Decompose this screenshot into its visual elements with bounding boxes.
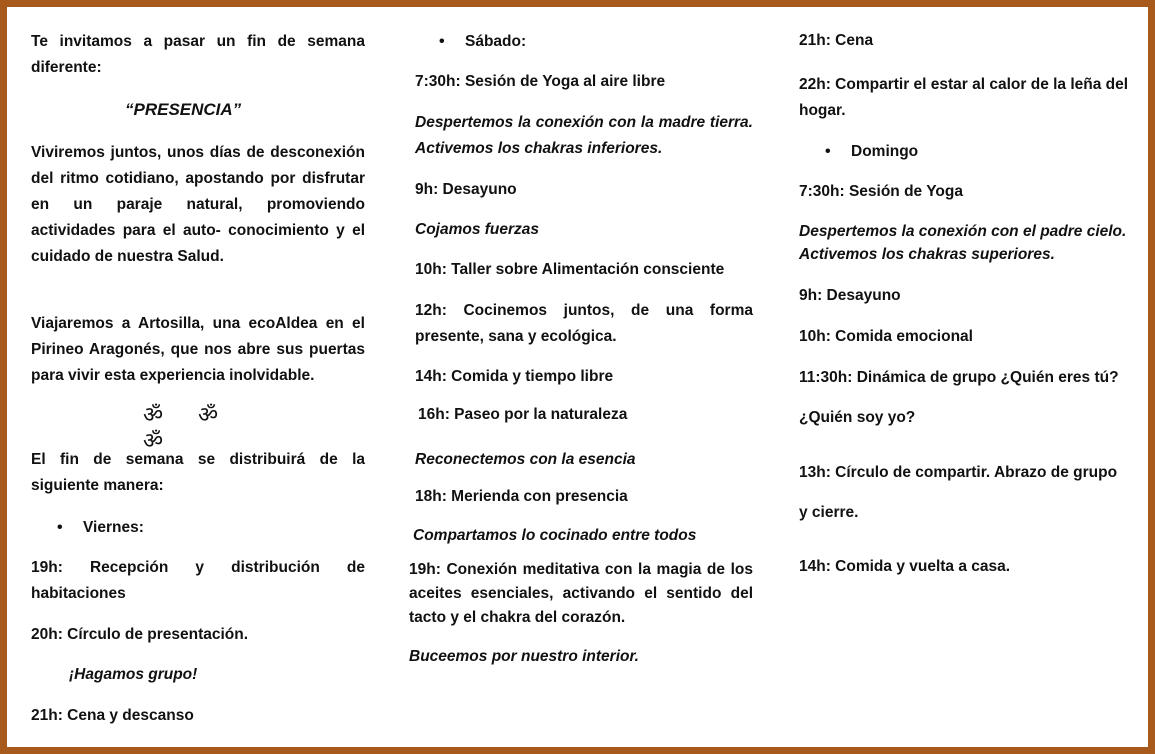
schedule-item: 7:30h: Sesión de Yoga al aire libre	[415, 73, 666, 90]
om-symbols-icon: ॐ ॐ ॐ	[143, 403, 233, 454]
schedule-item: 9h: Desayuno	[415, 181, 517, 198]
location-paragraph: Viajaremos a Artosilla, una ecoAldea en el Pirineo Aragonés, que nos abre sus puertas para vivir esta experiencia inolvidable.	[31, 315, 365, 384]
schedule-item: 11:30h: Dinámica de grupo ¿Quién eres tú?	[799, 369, 1119, 386]
schedule-intro: El fin de semana se distribuirá de la siguiente manera:	[31, 451, 365, 494]
schedule-item: 22h: Compartir el estar al calor de la leña del hogar.	[799, 76, 1129, 119]
description-paragraph: Viviremos juntos, unos días de desconexión del ritmo cotidiano, apostando por disfrutar en un paraje natural, promoviendo actividades para el auto- conocimiento y el cuidado de nuestra Salud.	[31, 144, 365, 265]
schedule-item: 10h: Comida emocional	[799, 328, 973, 345]
schedule-note: ¡Hagamos grupo!	[69, 666, 198, 683]
schedule-note: Compartamos lo cocinado entre todos	[413, 527, 697, 544]
schedule-note: Reconectemos con la esencia	[415, 451, 636, 468]
event-title: “PRESENCIA”	[125, 100, 242, 119]
schedule-item: 19h: Conexión meditativa con la magia de los aceites esenciales, activando el sentido del tacto y el chakra del corazón.	[409, 561, 753, 626]
schedule-item: 14h: Comida y tiempo libre	[415, 368, 614, 385]
day-heading-viernes: • Viernes:	[57, 515, 357, 541]
schedule-item: 18h: Merienda con presencia	[415, 488, 628, 505]
schedule-note: Cojamos fuerzas	[415, 221, 540, 238]
schedule-item: 7:30h: Sesión de Yoga	[799, 183, 963, 200]
day-heading-sabado: • Sábado:	[439, 29, 739, 55]
schedule-note: Despertemos la conexión con la madre tierra. Activemos los chakras inferiores.	[415, 114, 753, 157]
schedule-note: Buceemos por nuestro interior.	[409, 648, 639, 665]
schedule-item: 10h: Taller sobre Alimentación consciente	[415, 261, 725, 278]
schedule-item: 21h: Cena	[799, 32, 874, 49]
schedule-item: 13h: Círculo de compartir. Abrazo de grupo	[799, 464, 1118, 481]
day-heading-domingo: • Domingo	[825, 139, 1125, 165]
schedule-item-continued: y cierre.	[799, 504, 859, 521]
schedule-item-continued: ¿Quién soy yo?	[799, 409, 916, 426]
schedule-item: 14h: Comida y vuelta a casa.	[799, 558, 1011, 575]
schedule-item: 9h: Desayuno	[799, 287, 901, 304]
schedule-item: 21h: Cena y descanso	[31, 707, 194, 724]
intro-text: Te invitamos a pasar un fin de semana diferente:	[31, 33, 365, 76]
schedule-item: 16h: Paseo por la naturaleza	[418, 406, 628, 423]
schedule-item: 20h: Círculo de presentación.	[31, 626, 249, 643]
schedule-note: Despertemos la conexión con el padre cielo. Activemos los chakras superiores.	[799, 223, 1127, 263]
schedule-item: 12h: Cocinemos juntos, de una forma presente, sana y ecológica.	[415, 302, 753, 345]
schedule-item: 19h: Recepción y distribución de habitaciones	[31, 559, 365, 602]
